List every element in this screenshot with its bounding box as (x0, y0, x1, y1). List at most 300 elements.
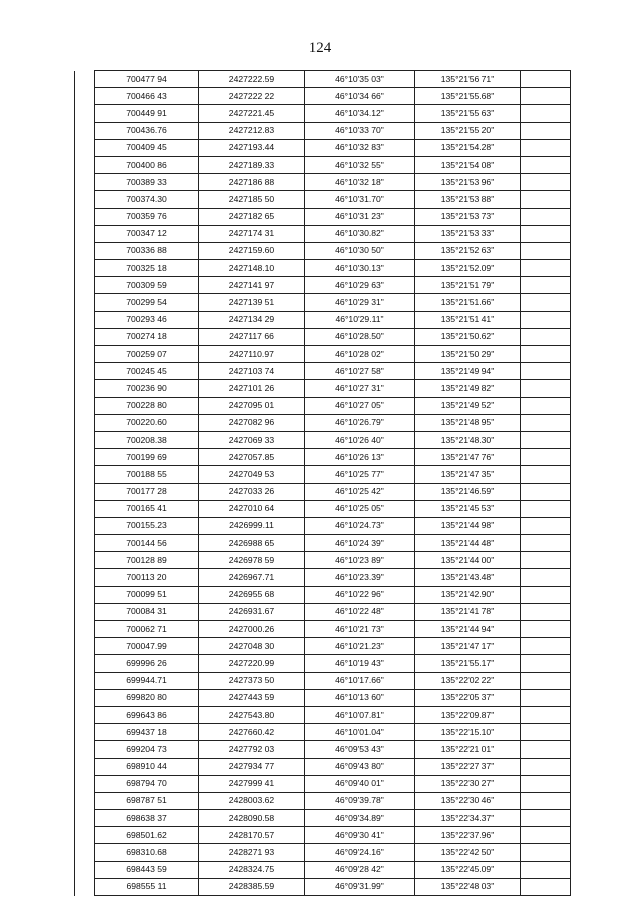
row-margin-cell (75, 586, 95, 603)
x-coordinate-cell: 700128 89 (95, 552, 199, 569)
empty-notes-cell (521, 552, 571, 569)
empty-notes-cell (521, 672, 571, 689)
table-row (75, 71, 571, 88)
y-coordinate-cell: 2427082 96 (199, 414, 305, 431)
coordinates-table-body (75, 71, 571, 896)
row-margin-cell (75, 655, 95, 672)
x-coordinate-cell: 699996 26 (95, 655, 199, 672)
y-coordinate-cell: 2427139 51 (199, 294, 305, 311)
empty-notes-cell (521, 139, 571, 156)
empty-notes-cell (521, 260, 571, 277)
empty-notes-cell (521, 861, 571, 878)
latitude-cell: 46°10'32 55" (305, 156, 415, 173)
y-coordinate-cell: 2426988 65 (199, 535, 305, 552)
latitude-cell: 46°10'26 40" (305, 431, 415, 448)
empty-notes-cell (521, 328, 571, 345)
latitude-cell: 46°10'21 73" (305, 621, 415, 638)
table-row (75, 878, 571, 895)
row-margin-cell (75, 827, 95, 844)
table-row (75, 741, 571, 758)
row-margin-cell (75, 414, 95, 431)
row-margin-cell (75, 672, 95, 689)
longitude-cell: 135°21'52.09" (415, 260, 521, 277)
y-coordinate-cell: 2428324.75 (199, 861, 305, 878)
coordinates-table (74, 70, 571, 896)
longitude-cell: 135°22'30 46" (415, 792, 521, 809)
y-coordinate-cell: 2427134 29 (199, 311, 305, 328)
latitude-cell: 46°10'25 77" (305, 466, 415, 483)
row-margin-cell (75, 466, 95, 483)
latitude-cell: 46°10'30 50" (305, 242, 415, 259)
table-row (75, 260, 571, 277)
x-coordinate-cell: 698794 70 (95, 775, 199, 792)
longitude-cell: 135°21'44 98" (415, 517, 521, 534)
longitude-cell: 135°22'27 37" (415, 758, 521, 775)
row-margin-cell (75, 706, 95, 723)
table-row (75, 363, 571, 380)
latitude-cell: 46°09'34.89" (305, 810, 415, 827)
row-margin-cell (75, 878, 95, 895)
row-margin-cell (75, 88, 95, 105)
x-coordinate-cell: 700293 46 (95, 311, 199, 328)
y-coordinate-cell: 2427934 77 (199, 758, 305, 775)
x-coordinate-cell: 700449 91 (95, 105, 199, 122)
y-coordinate-cell: 2427110.97 (199, 346, 305, 363)
table-row (75, 603, 571, 620)
empty-notes-cell (521, 174, 571, 191)
y-coordinate-cell: 2427103 74 (199, 363, 305, 380)
x-coordinate-cell: 700389 33 (95, 174, 199, 191)
latitude-cell: 46°10'26 13" (305, 449, 415, 466)
latitude-cell: 46°09'39.78" (305, 792, 415, 809)
table-row (75, 621, 571, 638)
longitude-cell: 135°22'34.37" (415, 810, 521, 827)
y-coordinate-cell: 2427117 66 (199, 328, 305, 345)
y-coordinate-cell: 2426931.67 (199, 603, 305, 620)
longitude-cell: 135°22'37.96" (415, 827, 521, 844)
table-row (75, 758, 571, 775)
table-row (75, 277, 571, 294)
table-row (75, 517, 571, 534)
longitude-cell: 135°21'55.17" (415, 655, 521, 672)
y-coordinate-cell: 2427212.83 (199, 122, 305, 139)
empty-notes-cell (521, 466, 571, 483)
longitude-cell: 135°21'46.59" (415, 483, 521, 500)
latitude-cell: 46°10'22 96" (305, 586, 415, 603)
empty-notes-cell (521, 792, 571, 809)
latitude-cell: 46°10'24 39" (305, 535, 415, 552)
x-coordinate-cell: 698910 44 (95, 758, 199, 775)
row-margin-cell (75, 346, 95, 363)
y-coordinate-cell: 2427069 33 (199, 431, 305, 448)
y-coordinate-cell: 2427049 53 (199, 466, 305, 483)
latitude-cell: 46°10'13 60" (305, 689, 415, 706)
table-row (75, 294, 571, 311)
longitude-cell: 135°21'53 88" (415, 191, 521, 208)
empty-notes-cell (521, 449, 571, 466)
empty-notes-cell (521, 586, 571, 603)
empty-notes-cell (521, 191, 571, 208)
longitude-cell: 135°21'54 08" (415, 156, 521, 173)
x-coordinate-cell: 698310.68 (95, 844, 199, 861)
longitude-cell: 135°21'55.68" (415, 88, 521, 105)
longitude-cell: 135°21'54.28" (415, 139, 521, 156)
latitude-cell: 46°10'31 23" (305, 208, 415, 225)
y-coordinate-cell: 2427443 59 (199, 689, 305, 706)
y-coordinate-cell: 2427057.85 (199, 449, 305, 466)
row-margin-cell (75, 122, 95, 139)
x-coordinate-cell: 699820 80 (95, 689, 199, 706)
empty-notes-cell (521, 105, 571, 122)
y-coordinate-cell: 2426955 68 (199, 586, 305, 603)
x-coordinate-cell: 700047.99 (95, 638, 199, 655)
longitude-cell: 135°21'44 48" (415, 535, 521, 552)
y-coordinate-cell: 2427189.33 (199, 156, 305, 173)
empty-notes-cell (521, 706, 571, 723)
row-margin-cell (75, 552, 95, 569)
x-coordinate-cell: 700199 69 (95, 449, 199, 466)
x-coordinate-cell: 699643 86 (95, 706, 199, 723)
longitude-cell: 135°21'52 63" (415, 242, 521, 259)
x-coordinate-cell: 700299 54 (95, 294, 199, 311)
row-margin-cell (75, 380, 95, 397)
table-row (75, 397, 571, 414)
empty-notes-cell (521, 758, 571, 775)
x-coordinate-cell: 700259 07 (95, 346, 199, 363)
y-coordinate-cell: 2427221.45 (199, 105, 305, 122)
empty-notes-cell (521, 483, 571, 500)
x-coordinate-cell: 700188 55 (95, 466, 199, 483)
y-coordinate-cell: 2428271 93 (199, 844, 305, 861)
table-row (75, 706, 571, 723)
x-coordinate-cell: 700155.23 (95, 517, 199, 534)
empty-notes-cell (521, 225, 571, 242)
empty-notes-cell (521, 71, 571, 88)
x-coordinate-cell: 700144 56 (95, 535, 199, 552)
row-margin-cell (75, 621, 95, 638)
empty-notes-cell (521, 655, 571, 672)
table-row (75, 225, 571, 242)
row-margin-cell (75, 603, 95, 620)
y-coordinate-cell: 2427660.42 (199, 724, 305, 741)
latitude-cell: 46°10'30.13" (305, 260, 415, 277)
page-number: 124 (308, 40, 332, 56)
longitude-cell: 135°21'47 76" (415, 449, 521, 466)
latitude-cell: 46°10'07.81" (305, 706, 415, 723)
x-coordinate-cell: 700347 12 (95, 225, 199, 242)
y-coordinate-cell: 2426967.71 (199, 569, 305, 586)
x-coordinate-cell: 700113 20 (95, 569, 199, 586)
row-margin-cell (75, 449, 95, 466)
y-coordinate-cell: 2427999 41 (199, 775, 305, 792)
empty-notes-cell (521, 88, 571, 105)
row-margin-cell (75, 397, 95, 414)
table-row (75, 242, 571, 259)
latitude-cell: 46°10'27 05" (305, 397, 415, 414)
table-row (75, 638, 571, 655)
empty-notes-cell (521, 156, 571, 173)
latitude-cell: 46°10'23.39" (305, 569, 415, 586)
y-coordinate-cell: 2427222.59 (199, 71, 305, 88)
row-margin-cell (75, 277, 95, 294)
y-coordinate-cell: 2427792 03 (199, 741, 305, 758)
x-coordinate-cell: 698555 11 (95, 878, 199, 895)
row-margin-cell (75, 225, 95, 242)
y-coordinate-cell: 2427193.44 (199, 139, 305, 156)
x-coordinate-cell: 700325 18 (95, 260, 199, 277)
table-row (75, 431, 571, 448)
longitude-cell: 135°21'51 79" (415, 277, 521, 294)
empty-notes-cell (521, 380, 571, 397)
empty-notes-cell (521, 621, 571, 638)
table-row (75, 105, 571, 122)
row-margin-cell (75, 861, 95, 878)
empty-notes-cell (521, 517, 571, 534)
x-coordinate-cell: 699204 73 (95, 741, 199, 758)
empty-notes-cell (521, 689, 571, 706)
longitude-cell: 135°21'43.48" (415, 569, 521, 586)
y-coordinate-cell: 2427222 22 (199, 88, 305, 105)
longitude-cell: 135°22'05 37" (415, 689, 521, 706)
latitude-cell: 46°10'32 18" (305, 174, 415, 191)
empty-notes-cell (521, 122, 571, 139)
latitude-cell: 46°10'28.50" (305, 328, 415, 345)
table-row (75, 500, 571, 517)
empty-notes-cell (521, 638, 571, 655)
x-coordinate-cell: 698638 37 (95, 810, 199, 827)
empty-notes-cell (521, 346, 571, 363)
longitude-cell: 135°21'49 82" (415, 380, 521, 397)
y-coordinate-cell: 2427182 65 (199, 208, 305, 225)
longitude-cell: 135°21'53 73" (415, 208, 521, 225)
x-coordinate-cell: 698787 51 (95, 792, 199, 809)
latitude-cell: 46°10'24.73" (305, 517, 415, 534)
table-row (75, 208, 571, 225)
latitude-cell: 46°10'26.79" (305, 414, 415, 431)
row-margin-cell (75, 311, 95, 328)
longitude-cell: 135°21'45 53" (415, 500, 521, 517)
longitude-cell: 135°21'49 52" (415, 397, 521, 414)
x-coordinate-cell: 700466 43 (95, 88, 199, 105)
table-row (75, 724, 571, 741)
row-margin-cell (75, 517, 95, 534)
latitude-cell: 46°10'34.12" (305, 105, 415, 122)
longitude-cell: 135°22'09.87" (415, 706, 521, 723)
row-margin-cell (75, 638, 95, 655)
y-coordinate-cell: 2427048 30 (199, 638, 305, 655)
row-margin-cell (75, 500, 95, 517)
table-row (75, 380, 571, 397)
longitude-cell: 135°21'47 35" (415, 466, 521, 483)
empty-notes-cell (521, 208, 571, 225)
x-coordinate-cell: 700409 45 (95, 139, 199, 156)
empty-notes-cell (521, 569, 571, 586)
row-margin-cell (75, 139, 95, 156)
latitude-cell: 46°10'29 31" (305, 294, 415, 311)
latitude-cell: 46°10'32 83" (305, 139, 415, 156)
longitude-cell: 135°21'44 94" (415, 621, 521, 638)
empty-notes-cell (521, 277, 571, 294)
latitude-cell: 46°10'28 02" (305, 346, 415, 363)
y-coordinate-cell: 2427101 26 (199, 380, 305, 397)
table-row (75, 414, 571, 431)
table-row (75, 586, 571, 603)
row-margin-cell (75, 242, 95, 259)
empty-notes-cell (521, 397, 571, 414)
row-margin-cell (75, 208, 95, 225)
x-coordinate-cell: 700274 18 (95, 328, 199, 345)
latitude-cell: 46°09'43 80" (305, 758, 415, 775)
x-coordinate-cell: 700228 80 (95, 397, 199, 414)
x-coordinate-cell: 700084 31 (95, 603, 199, 620)
row-margin-cell (75, 844, 95, 861)
table-row (75, 449, 571, 466)
empty-notes-cell (521, 363, 571, 380)
y-coordinate-cell: 2427174 31 (199, 225, 305, 242)
x-coordinate-cell: 700374.30 (95, 191, 199, 208)
table-row (75, 861, 571, 878)
latitude-cell: 46°10'23 89" (305, 552, 415, 569)
table-row (75, 191, 571, 208)
longitude-cell: 135°22'21 01" (415, 741, 521, 758)
row-margin-cell (75, 191, 95, 208)
row-margin-cell (75, 810, 95, 827)
table-row (75, 328, 571, 345)
x-coordinate-cell: 698501.62 (95, 827, 199, 844)
longitude-cell: 135°22'48 03" (415, 878, 521, 895)
x-coordinate-cell: 700309 59 (95, 277, 199, 294)
y-coordinate-cell: 2427185 50 (199, 191, 305, 208)
latitude-cell: 46°10'27 31" (305, 380, 415, 397)
table-row (75, 156, 571, 173)
table-row (75, 672, 571, 689)
table-row (75, 483, 571, 500)
row-margin-cell (75, 431, 95, 448)
latitude-cell: 46°09'53 43" (305, 741, 415, 758)
longitude-cell: 135°21'53 96" (415, 174, 521, 191)
x-coordinate-cell: 700436.76 (95, 122, 199, 139)
row-margin-cell (75, 741, 95, 758)
row-margin-cell (75, 792, 95, 809)
row-margin-cell (75, 71, 95, 88)
longitude-cell: 135°21'51.66" (415, 294, 521, 311)
x-coordinate-cell: 700236 90 (95, 380, 199, 397)
table-row (75, 535, 571, 552)
latitude-cell: 46°10'27 58" (305, 363, 415, 380)
table-row (75, 311, 571, 328)
y-coordinate-cell: 2428170.57 (199, 827, 305, 844)
latitude-cell: 46°10'25 42" (305, 483, 415, 500)
row-margin-cell (75, 174, 95, 191)
y-coordinate-cell: 2427141 97 (199, 277, 305, 294)
empty-notes-cell (521, 242, 571, 259)
row-margin-cell (75, 569, 95, 586)
x-coordinate-cell: 700165 41 (95, 500, 199, 517)
table-row (75, 552, 571, 569)
longitude-cell: 135°21'56 71" (415, 71, 521, 88)
y-coordinate-cell: 2427373 50 (199, 672, 305, 689)
latitude-cell: 46°10'33 70" (305, 122, 415, 139)
latitude-cell: 46°10'30.82" (305, 225, 415, 242)
longitude-cell: 135°22'02 22" (415, 672, 521, 689)
row-margin-cell (75, 328, 95, 345)
latitude-cell: 46°10'35 03" (305, 71, 415, 88)
x-coordinate-cell: 700359 76 (95, 208, 199, 225)
latitude-cell: 46°10'17.66" (305, 672, 415, 689)
latitude-cell: 46°10'22 48" (305, 603, 415, 620)
y-coordinate-cell: 2427159.60 (199, 242, 305, 259)
latitude-cell: 46°10'34 66" (305, 88, 415, 105)
x-coordinate-cell: 700400 86 (95, 156, 199, 173)
y-coordinate-cell: 2428385.59 (199, 878, 305, 895)
x-coordinate-cell: 700177 28 (95, 483, 199, 500)
latitude-cell: 46°10'01.04" (305, 724, 415, 741)
table-row (75, 346, 571, 363)
y-coordinate-cell: 2427220.99 (199, 655, 305, 672)
longitude-cell: 135°21'55 20" (415, 122, 521, 139)
row-margin-cell (75, 483, 95, 500)
empty-notes-cell (521, 775, 571, 792)
table-row (75, 792, 571, 809)
empty-notes-cell (521, 724, 571, 741)
row-margin-cell (75, 294, 95, 311)
row-margin-cell (75, 758, 95, 775)
table-row (75, 122, 571, 139)
table-row (75, 827, 571, 844)
latitude-cell: 46°09'31.99" (305, 878, 415, 895)
row-margin-cell (75, 363, 95, 380)
row-margin-cell (75, 689, 95, 706)
row-margin-cell (75, 535, 95, 552)
y-coordinate-cell: 2427186 88 (199, 174, 305, 191)
empty-notes-cell (521, 311, 571, 328)
x-coordinate-cell: 700477 94 (95, 71, 199, 88)
empty-notes-cell (521, 810, 571, 827)
table-row (75, 466, 571, 483)
row-margin-cell (75, 156, 95, 173)
longitude-cell: 135°21'48 95" (415, 414, 521, 431)
x-coordinate-cell: 699437 18 (95, 724, 199, 741)
latitude-cell: 46°10'21.23" (305, 638, 415, 655)
latitude-cell: 46°09'24.16" (305, 844, 415, 861)
latitude-cell: 46°09'28 42" (305, 861, 415, 878)
y-coordinate-cell: 2427010 64 (199, 500, 305, 517)
empty-notes-cell (521, 844, 571, 861)
latitude-cell: 46°10'31.70" (305, 191, 415, 208)
latitude-cell: 46°09'30 41" (305, 827, 415, 844)
empty-notes-cell (521, 878, 571, 895)
x-coordinate-cell: 700336 88 (95, 242, 199, 259)
empty-notes-cell (521, 603, 571, 620)
row-margin-cell (75, 724, 95, 741)
empty-notes-cell (521, 535, 571, 552)
latitude-cell: 46°10'29.11" (305, 311, 415, 328)
longitude-cell: 135°21'49 94" (415, 363, 521, 380)
y-coordinate-cell: 2427000.26 (199, 621, 305, 638)
table-row (75, 810, 571, 827)
x-coordinate-cell: 700062 71 (95, 621, 199, 638)
empty-notes-cell (521, 741, 571, 758)
empty-notes-cell (521, 827, 571, 844)
empty-notes-cell (521, 294, 571, 311)
x-coordinate-cell: 700099 51 (95, 586, 199, 603)
x-coordinate-cell: 700220.60 (95, 414, 199, 431)
table-row (75, 775, 571, 792)
table-row (75, 844, 571, 861)
empty-notes-cell (521, 414, 571, 431)
x-coordinate-cell: 699944.71 (95, 672, 199, 689)
y-coordinate-cell: 2428090.58 (199, 810, 305, 827)
